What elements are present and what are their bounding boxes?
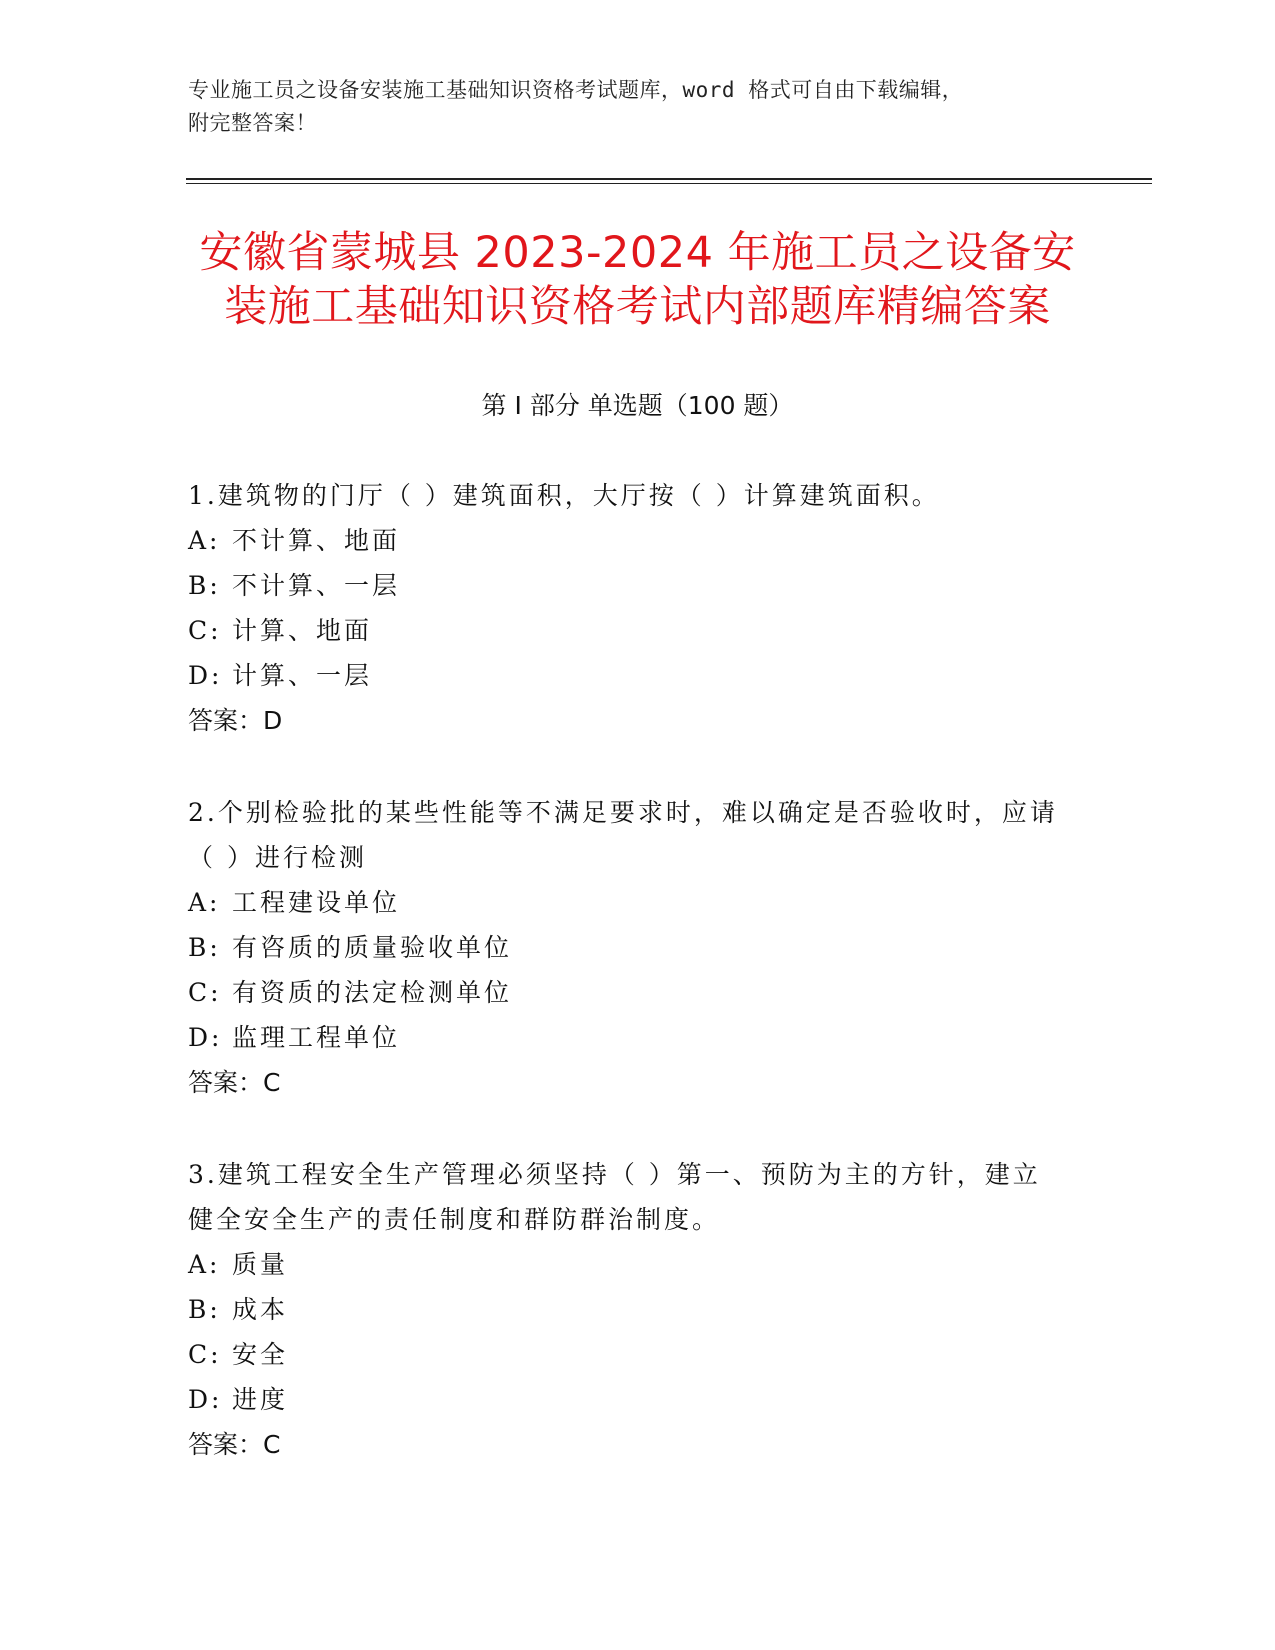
option-key: B:	[188, 1295, 221, 1324]
option-b	[188, 563, 1068, 608]
question-block	[188, 790, 1068, 1105]
option-d	[188, 653, 1068, 698]
option-key: A:	[188, 888, 221, 917]
option-text: 安全	[232, 1340, 289, 1369]
document-title-line-2: 装施工基础知识资格考试内部题库精编答案	[224, 282, 1051, 332]
option-c	[188, 608, 1068, 653]
option-key: C:	[188, 616, 222, 645]
option-text: 质量	[232, 1250, 289, 1279]
option-text: 监理工程单位	[232, 1023, 401, 1052]
header-divider-thick	[186, 178, 1152, 180]
option-key: D:	[188, 661, 223, 690]
option-b	[188, 925, 1068, 970]
document-title	[130, 226, 1145, 334]
answer-line: 答案：D	[188, 706, 283, 735]
option-c	[188, 970, 1068, 1015]
option-d	[188, 1015, 1068, 1060]
option-text: 计算、一层	[232, 661, 373, 690]
option-text: 不计算、一层	[232, 571, 401, 600]
answer-line: 答案：C	[188, 1068, 281, 1097]
question-stem: 1.建筑物的门厅（ ）建筑面积，大厅按（ ）计算建筑面积。	[188, 481, 940, 510]
option-a	[188, 1242, 1068, 1287]
option-d	[188, 1377, 1068, 1422]
option-text: 不计算、地面	[232, 526, 401, 555]
option-text: 计算、地面	[232, 616, 373, 645]
option-text: 成本	[232, 1295, 289, 1324]
option-key: D:	[188, 1023, 223, 1052]
question-block	[188, 473, 1068, 743]
option-key: C:	[188, 978, 222, 1007]
question-block	[188, 1152, 1068, 1467]
section-heading: 第 I 部分 单选题（100 题）	[481, 391, 794, 420]
question-stem: 3.建筑工程安全生产管理必须坚持（ ）第一、预防为主的方针，建立健全安全生产的责任制度和群防群治制度。	[188, 1160, 1041, 1234]
option-b	[188, 1287, 1068, 1332]
question-stem: 2.个别检验批的某些性能等不满足要求时，难以确定是否验收时，应请（ ）进行检测	[188, 798, 1058, 872]
header-note-line-2: 附完整答案！	[188, 111, 317, 135]
option-key: B:	[188, 933, 221, 962]
option-c	[188, 1332, 1068, 1377]
option-key: A:	[188, 1250, 221, 1279]
option-key: A:	[188, 526, 221, 555]
header-divider-thin	[186, 183, 1152, 184]
option-text: 工程建设单位	[232, 888, 401, 917]
header-note	[188, 74, 1068, 140]
option-key: B:	[188, 571, 221, 600]
document-title-line-1: 安徽省蒙城县 2023-2024 年施工员之设备安	[199, 228, 1076, 278]
header-note-line-1: 专业施工员之设备安装施工基础知识资格考试题库，word 格式可自由下载编辑，	[188, 78, 964, 102]
option-text: 进度	[232, 1385, 289, 1414]
option-a	[188, 880, 1068, 925]
answer-line: 答案：C	[188, 1430, 281, 1459]
option-text: 有咨质的质量验收单位	[232, 933, 513, 962]
option-text: 有资质的法定检测单位	[232, 978, 513, 1007]
option-key: C:	[188, 1340, 222, 1369]
option-a	[188, 518, 1068, 563]
option-key: D:	[188, 1385, 223, 1414]
